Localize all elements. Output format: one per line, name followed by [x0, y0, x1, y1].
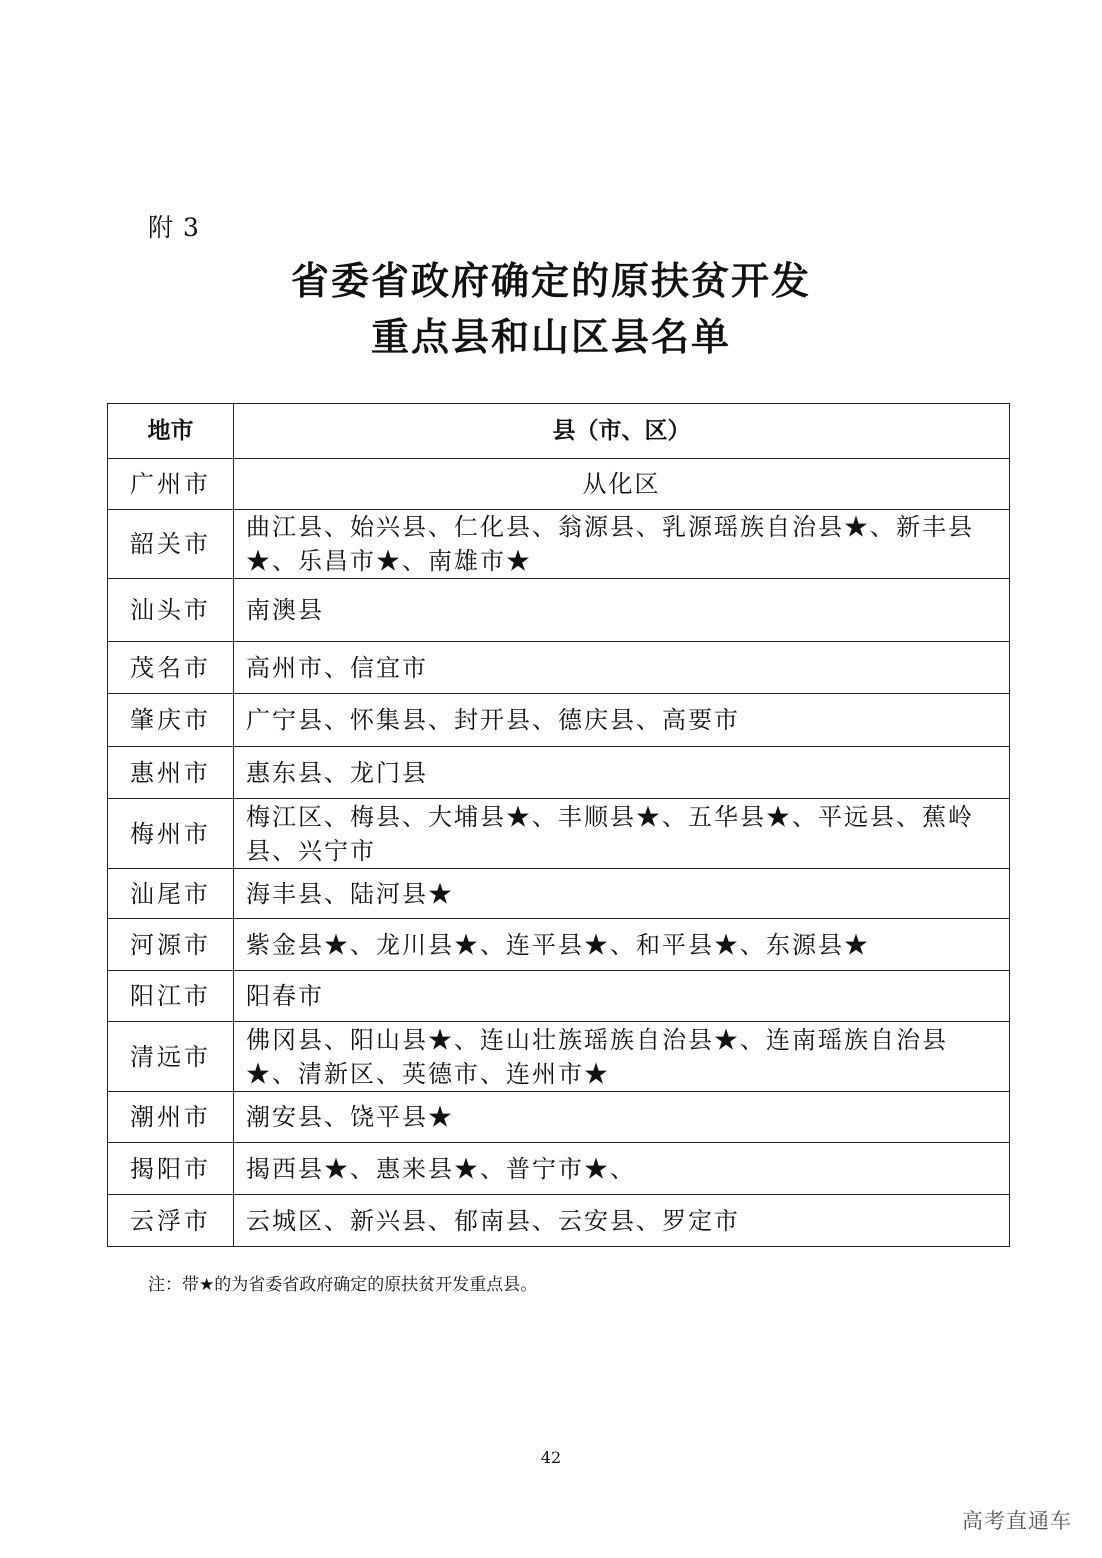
counties-cell: 海丰县、陆河县★ — [234, 869, 1010, 919]
table-row — [108, 1022, 1010, 1092]
city-cell: 肇庆市 — [108, 694, 234, 747]
counties-cell: 惠东县、龙门县 — [234, 747, 1010, 799]
counties-cell: 曲江县、始兴县、仁化县、翁源县、乳源瑶族自治县★、新丰县★、乐昌市★、南雄市★ — [234, 510, 1010, 579]
table-row — [108, 694, 1010, 747]
footnote: 注：带★的为省委省政府确定的原扶贫开发重点县。 — [148, 1275, 538, 1295]
city-cell: 惠州市 — [108, 747, 234, 799]
city-cell: 云浮市 — [108, 1195, 234, 1247]
city-cell: 汕头市 — [108, 579, 234, 642]
header-city: 地市 — [108, 404, 234, 459]
table-header-row — [108, 404, 1010, 459]
document-title-line2: 重点县和山区县名单 — [370, 315, 731, 359]
document-title-line1: 省委省政府确定的原扶贫开发 — [290, 259, 811, 303]
watermark: 高考直通车 — [962, 1509, 1072, 1533]
city-cell: 广州市 — [108, 459, 234, 510]
table-row — [108, 642, 1010, 694]
counties-cell: 佛冈县、阳山县★、连山壮族瑶族自治县★、连南瑶族自治县★、清新区、英德市、连州市★ — [234, 1022, 1010, 1092]
counties-cell: 潮安县、饶平县★ — [234, 1092, 1010, 1143]
table-row — [108, 510, 1010, 579]
header-counties: 县（市、区） — [234, 404, 1010, 459]
counties-cell: 高州市、信宜市 — [234, 642, 1010, 694]
city-cell: 潮州市 — [108, 1092, 234, 1143]
counties-cell: 梅江区、梅县、大埔县★、丰顺县★、五华县★、平远县、蕉岭县、兴宁市 — [234, 799, 1010, 869]
counties-cell: 从化区 — [234, 459, 1010, 510]
county-list-table — [107, 403, 1010, 1247]
counties-cell: 紫金县★、龙川县★、连平县★、和平县★、东源县★ — [234, 919, 1010, 971]
city-cell: 阳江市 — [108, 971, 234, 1022]
city-cell: 韶关市 — [108, 510, 234, 579]
table-row — [108, 579, 1010, 642]
attachment-label: 附 3 — [148, 213, 200, 242]
city-cell: 茂名市 — [108, 642, 234, 694]
city-cell: 汕尾市 — [108, 869, 234, 919]
counties-cell: 云城区、新兴县、郁南县、云安县、罗定市 — [234, 1195, 1010, 1247]
counties-cell: 南澳县 — [234, 579, 1010, 642]
page-number: 42 — [540, 1448, 562, 1467]
counties-cell: 阳春市 — [234, 971, 1010, 1022]
city-cell: 揭阳市 — [108, 1143, 234, 1195]
table-row — [108, 971, 1010, 1022]
counties-cell: 广宁县、怀集县、封开县、德庆县、高要市 — [234, 694, 1010, 747]
city-cell: 梅州市 — [108, 799, 234, 869]
table-row — [108, 869, 1010, 919]
table-row — [108, 799, 1010, 869]
table-row — [108, 747, 1010, 799]
table-row — [108, 459, 1010, 510]
table-row — [108, 1195, 1010, 1247]
table-row — [108, 1092, 1010, 1143]
city-cell: 清远市 — [108, 1022, 234, 1092]
city-cell: 河源市 — [108, 919, 234, 971]
counties-cell: 揭西县★、惠来县★、普宁市★、 — [234, 1143, 1010, 1195]
table-row — [108, 1143, 1010, 1195]
table-row — [108, 919, 1010, 971]
